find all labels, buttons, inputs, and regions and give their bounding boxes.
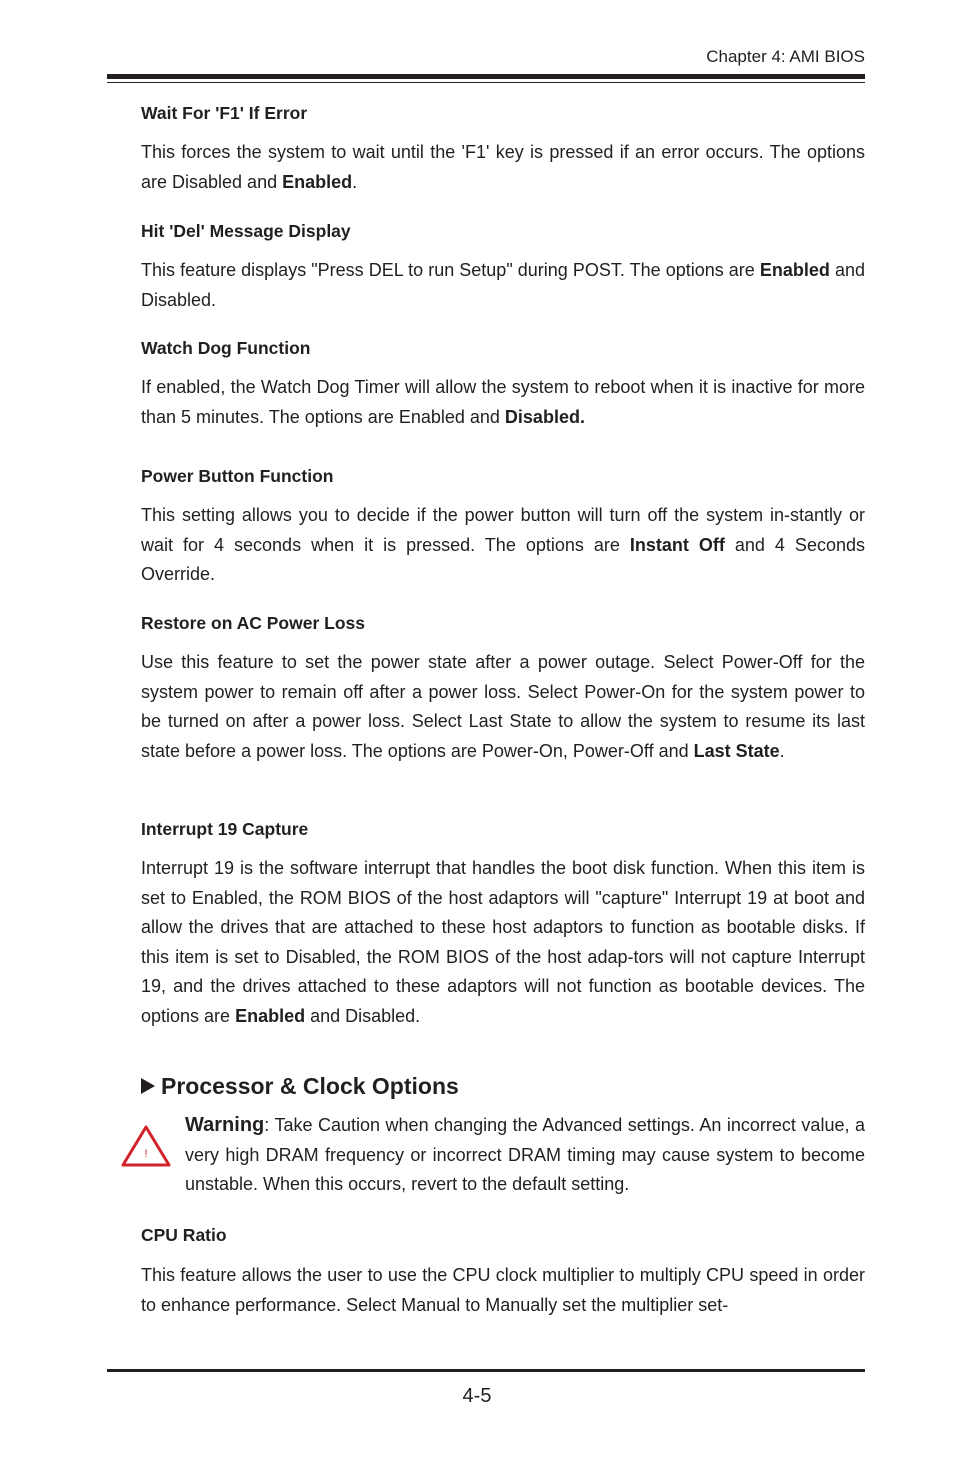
warning-note xyxy=(185,1111,865,1200)
text-part: and Disabled. xyxy=(141,260,865,310)
heading-text: Processor & Clock Options xyxy=(161,1073,459,1099)
section-description xyxy=(141,854,865,1031)
processor-clock-heading xyxy=(141,1072,459,1100)
default-option: Disabled. xyxy=(504,406,585,427)
section-description xyxy=(141,138,865,197)
warning-body: : Take Caution when changing the Advanced settings. An incorrect value, a very high DRAM frequency or incorrect DRAM timing may cause system to become unstable. When this occurs, revert to the default setting. xyxy=(185,1115,865,1194)
text-part: This feature displays "Press DEL to run Setup" during POST. The options are xyxy=(141,260,760,280)
section-title: Power Button Function xyxy=(141,466,334,486)
section-description xyxy=(141,648,865,766)
section-watch-dog xyxy=(141,337,865,432)
section-title: Restore on AC Power Loss xyxy=(141,613,365,633)
default-option: Enabled xyxy=(759,260,830,280)
text-part: and Disabled. xyxy=(305,1005,421,1026)
section-description: This feature allows the user to use the CPU clock multiplier to multiply CPU speed in order to enhance performance. Select Manual to Manually set the multiplier set- xyxy=(141,1265,865,1315)
chapter-header: Chapter 4: AMI BIOS xyxy=(706,47,865,66)
text-part: . xyxy=(779,740,785,761)
section-title: Wait For 'F1' If Error xyxy=(141,103,308,123)
section-title: CPU Ratio xyxy=(141,1225,227,1245)
section-title: Interrupt 19 Capture xyxy=(141,819,309,839)
section-power-button xyxy=(141,465,865,590)
section-description xyxy=(141,373,865,432)
section-wait-f1 xyxy=(141,102,865,197)
text-part: and 4 Seconds Override. xyxy=(141,534,865,584)
text-part: This forces the system to wait until the 'F1' key is pressed if an error occurs. The options are Disabled and xyxy=(141,142,865,192)
default-option: Enabled xyxy=(282,171,353,192)
section-description xyxy=(141,256,865,315)
text-part: If enabled, the Watch Dog Timer will allow the system to reboot when it is inactive for more than 5 minutes. The options are Enabled and xyxy=(141,377,865,427)
default-option: Last State xyxy=(693,740,780,761)
text-part: Interrupt 19 is the software interrupt that handles the boot disk function. When this item is set to Enabled, the ROM BIOS of the host adaptors will "capture" Interrupt 19 at boot and allow the drives that are attached to these host adaptors to function as bootable disks. If this item is set to Disabled, the ROM BIOS of the host adap-tors will not capture Interrupt 19, and the drives attached to these adaptors will not function as bootable devices. The options are xyxy=(141,858,865,1026)
text-part: Use this feature to set the power state after a power outage. Select Power-Off for the system power to remain off after a power loss. Select Power-On for the system power to be turned on after a power loss. Select Last State to allow the system to resume its last state before a power loss. The options are Power-On, Power-Off and xyxy=(141,652,865,761)
header-rule-thin xyxy=(107,82,865,83)
footer-rule xyxy=(107,1369,865,1372)
section-cpu-ratio xyxy=(141,1224,865,1320)
section-title: Hit 'Del' Message Display xyxy=(141,221,351,241)
warning-text xyxy=(185,1111,865,1200)
section-description xyxy=(141,501,865,590)
text-part: This setting allows you to decide if the power button will turn off the system in-stantly or wait for 4 seconds when it is pressed. The options are xyxy=(141,505,865,555)
section-restore-ac xyxy=(141,612,865,766)
warning-triangle-icon xyxy=(120,1124,172,1168)
default-option: Enabled xyxy=(235,1005,306,1026)
text-part: . xyxy=(352,171,358,192)
section-interrupt-19 xyxy=(141,818,865,1031)
page-number: 4-5 xyxy=(462,1385,492,1407)
header-rule-thick xyxy=(107,74,865,79)
warning-label: Warning xyxy=(185,1114,265,1136)
triangle-right-icon xyxy=(141,1078,155,1094)
warning-icon-glyph: ! xyxy=(144,1148,148,1160)
default-option: Instant Off xyxy=(629,534,725,555)
section-title: Watch Dog Function xyxy=(141,338,311,358)
section-hit-del xyxy=(141,220,865,315)
